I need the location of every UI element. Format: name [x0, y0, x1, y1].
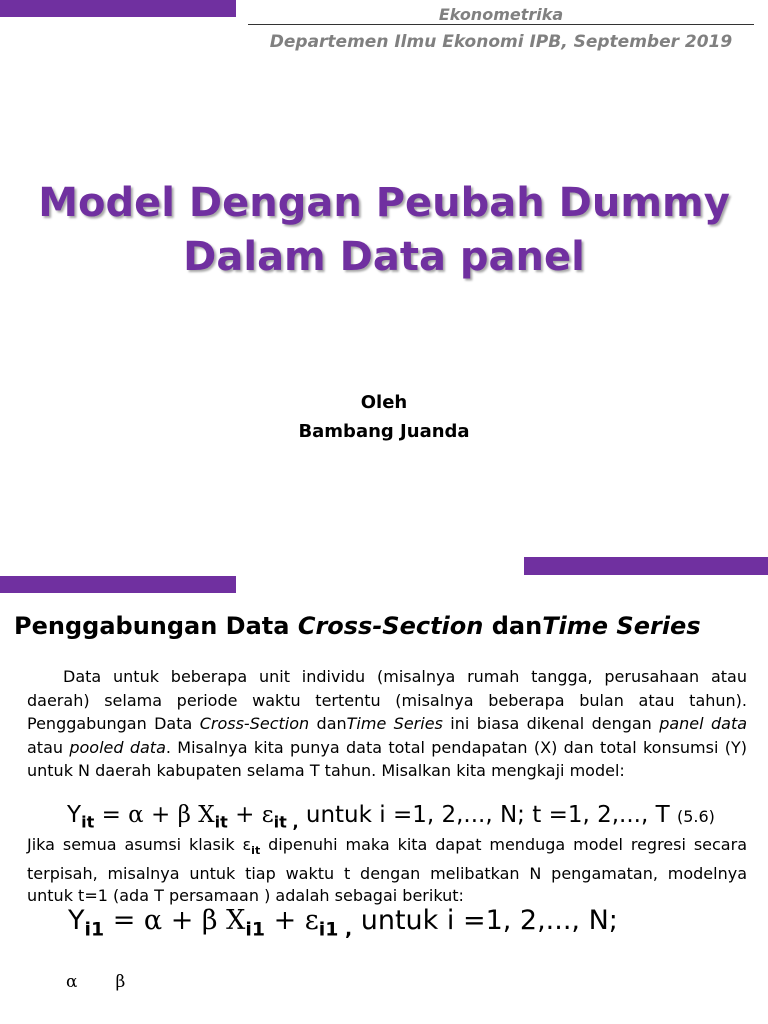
- course-name: Ekonometrika: [438, 5, 564, 24]
- eq-sub: i1: [84, 918, 105, 941]
- assumption-paragraph: [27, 834, 747, 908]
- department-date: Departemen Ilmu Ekonomi IPB, September 2019: [269, 32, 733, 52]
- eq-term: + ε: [264, 905, 319, 936]
- eq-term: = α + β X: [104, 905, 246, 936]
- text-run: Data untuk beberapa unit individu (misalnya rumah tangga, perusahaan atau daerah) selama periode waktu tertentu (misalnya beberapa bulan atau tahun). Penggabungan Data: [27, 667, 747, 734]
- text-run: dan: [309, 714, 347, 734]
- text-run: Jika semua asumsi klasik ε: [27, 835, 252, 854]
- text-run: dipenuhi maka kita dapat menduga model regresi secara terpisah, misalnya untuk tiap waktu t dengan melibatkan N pengamatan, modelnya untuk t=1 (ada T persamaan ) adalah sebagai berikut:: [27, 835, 747, 906]
- eq-sub: it: [214, 812, 228, 832]
- eq-y: Y: [67, 802, 82, 828]
- eq-sub: it ,: [273, 812, 299, 832]
- eq-sub: i1: [245, 918, 265, 941]
- equation-number: (5.6): [676, 807, 715, 826]
- eq-term: + ε: [227, 802, 274, 828]
- eq-sub: i1 ,: [318, 918, 353, 941]
- text-run-italic: panel data: [659, 714, 748, 734]
- eq-sub: it: [81, 812, 95, 832]
- greek-symbols: [66, 972, 163, 992]
- title-line-2: Dalam Data panel: [183, 234, 585, 280]
- section-heading-cross-section: Cross-Section: [297, 612, 484, 640]
- intro-paragraph: [27, 665, 747, 783]
- section-heading-part: Penggabungan Data: [14, 612, 298, 640]
- author-label: Oleh: [360, 392, 408, 413]
- beta-symbol: β: [115, 972, 126, 992]
- title-line-1: Model Dengan Peubah Dummy: [38, 180, 730, 226]
- eq-condition: untuk i =1, 2,..., N;: [352, 905, 618, 936]
- text-sub: it: [251, 844, 261, 858]
- equation-t1: [68, 905, 618, 941]
- text-run: ini biasa dikenal dengan: [442, 714, 660, 734]
- eq-y: Y: [68, 905, 85, 936]
- text-run: atau: [27, 737, 70, 757]
- header-accent-bar: [0, 0, 236, 17]
- section-accent-bar-left: [0, 576, 236, 593]
- eq-term: = α + β X: [94, 802, 215, 828]
- eq-condition: untuk i =1, 2,..., N; t =1, 2,..., T: [298, 802, 677, 828]
- section-accent-bar-right: [524, 557, 768, 575]
- text-run-italic: pooled data: [69, 737, 166, 757]
- alpha-symbol: α: [66, 972, 78, 992]
- header-divider: [248, 24, 754, 25]
- section-heading-time-series: Time Series: [542, 612, 701, 640]
- text-run-italic: Time Series: [346, 714, 443, 734]
- equation-5-6: [67, 802, 715, 832]
- text-run: . Misalnya kita punya data total pendapatan (X) dan total konsumsi (Y) untuk N daerah kabupaten selama T tahun. Misalkan kita mengkaji model:: [27, 737, 748, 781]
- author-name: Bambang Juanda: [298, 421, 470, 442]
- slide-title: [0, 176, 768, 284]
- text-run-italic: Cross-Section: [199, 714, 310, 734]
- section-heading: [14, 612, 701, 640]
- section-heading-part: dan: [483, 612, 543, 640]
